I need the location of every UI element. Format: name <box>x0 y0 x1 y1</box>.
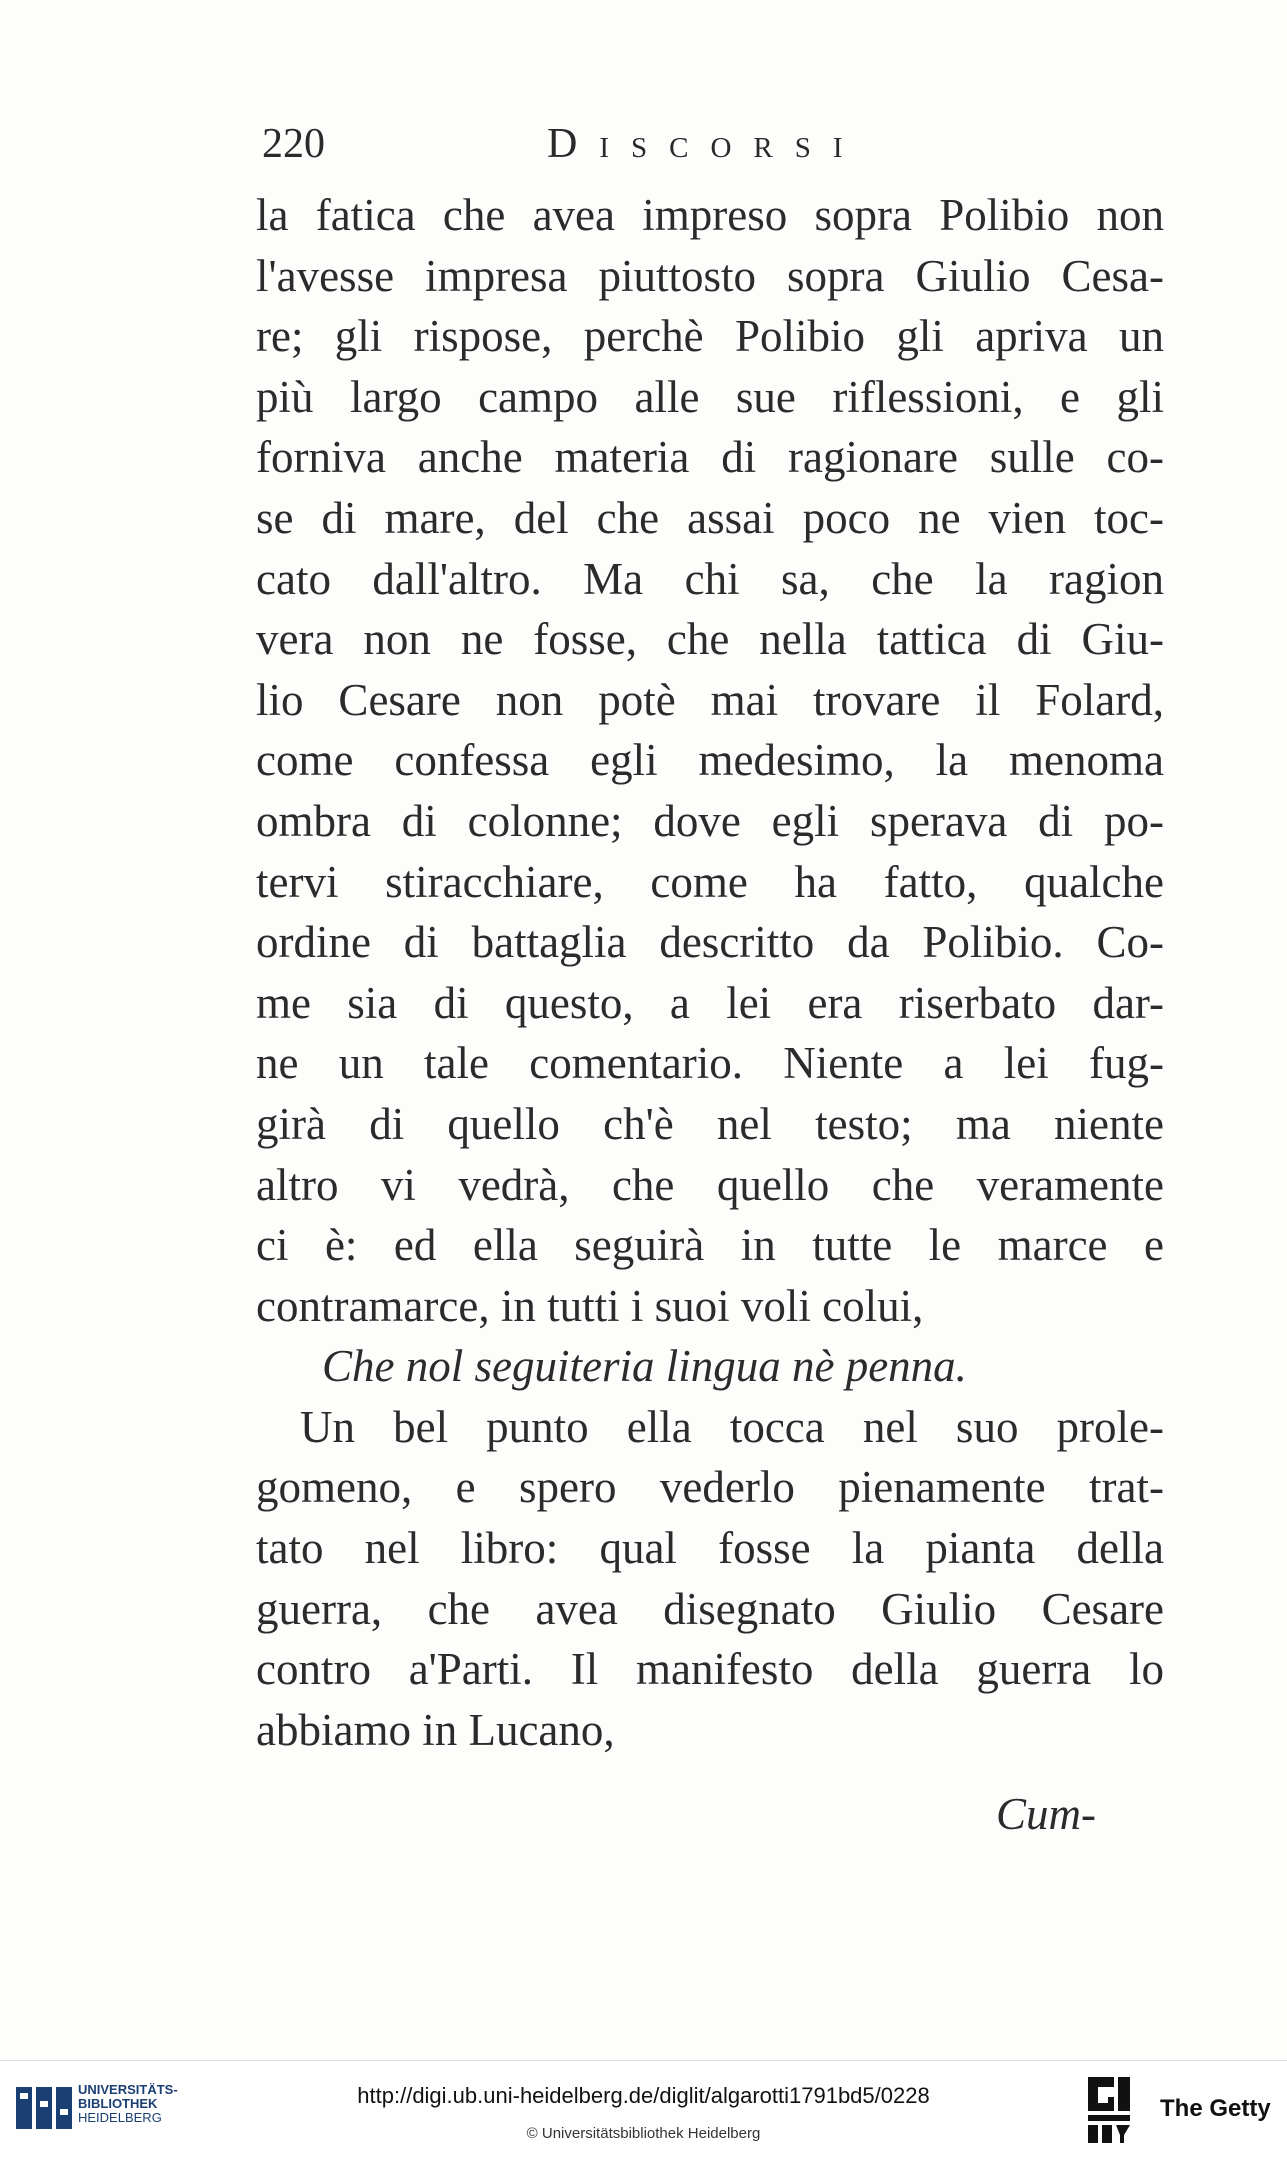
text-line: ombra di colonne; dove egli sperava di po- <box>256 795 1164 846</box>
text-line: gomeno, e spero vederlo pienamente trat- <box>256 1462 1164 1513</box>
library-city: HEIDELBERG <box>78 2110 162 2125</box>
text-line: tato nel libro: qual fosse la pianta della <box>256 1523 1164 1574</box>
text-line: contramarce, in tutti i suoi voli colui, <box>256 1280 924 1331</box>
permalink-url[interactable]: http://digi.ub.uni-heidelberg.de/diglit/algarotti1791bd5/0228 <box>357 2083 930 2108</box>
text-line: lio Cesare non potè mai trovare il Folard, <box>256 674 1164 725</box>
text-line: abbiamo in Lucano, <box>256 1704 615 1755</box>
text-line: forniva anche materia di ragionare sulle co- <box>256 432 1164 483</box>
text-line: vera non ne fosse, che nella tattica di Giu- <box>256 614 1164 665</box>
getty-label: The Getty <box>1160 2095 1271 2122</box>
copyright-notice: © Universitätsbibliothek Heidelberg <box>526 2125 761 2142</box>
text-line: contro a'Parti. Il manifesto della guerra lo <box>256 1644 1164 1695</box>
text-line: se di mare, del che assai poco ne vien toc- <box>256 492 1164 543</box>
library-name-line-1: UNIVERSITÄTS- <box>78 2082 178 2097</box>
verse-quotation: Che nol seguiteria lingua nè penna. <box>322 1341 967 1392</box>
text-line: ne un tale comentario. Niente a lei fug- <box>256 1038 1164 1089</box>
text-line: Un bel punto ella tocca nel suo prole- <box>300 1401 1164 1452</box>
text-line: re; gli rispose, perchè Polibio gli apriva un <box>256 311 1164 362</box>
text-line: ordine di battaglia descritto da Polibio. Co- <box>256 917 1164 968</box>
text-line: tervi stiracchiare, come ha fatto, qualche <box>256 856 1164 907</box>
body-text <box>256 185 1164 1760</box>
text-line: guerra, che avea disegnato Giulio Cesare <box>256 1583 1164 1634</box>
text-line: me sia di questo, a lei era riserbato dar- <box>256 977 1164 1028</box>
text-line: girà di quello ch'è nel testo; ma niente <box>256 1098 1164 1149</box>
text-line: la fatica che avea impreso sopra Polibio non <box>256 190 1164 240</box>
text-line: più largo campo alle sue riflessioni, e gli <box>256 371 1164 422</box>
text-line: cato dall'altro. Ma chi sa, che la ragion <box>256 553 1164 604</box>
running-title: Discorsi <box>547 121 865 167</box>
page-number: 220 <box>262 121 325 167</box>
text-line: altro vi vedrà, che quello che veramente <box>256 1159 1164 1210</box>
catchword: Cum- <box>996 1789 1096 1839</box>
page-header <box>262 120 902 180</box>
text-line: l'avesse impresa piuttosto sopra Giulio Cesa- <box>256 250 1164 301</box>
text-line: come confessa egli medesimo, la menoma <box>256 735 1164 786</box>
library-name-line-2: BIBLIOTHEK <box>78 2096 158 2111</box>
viewer-footer <box>0 2060 1287 2159</box>
text-line: ci è: ed ella seguirà in tutte le marce e <box>256 1220 1164 1271</box>
getty-logo-icon <box>1084 2073 1134 2145</box>
